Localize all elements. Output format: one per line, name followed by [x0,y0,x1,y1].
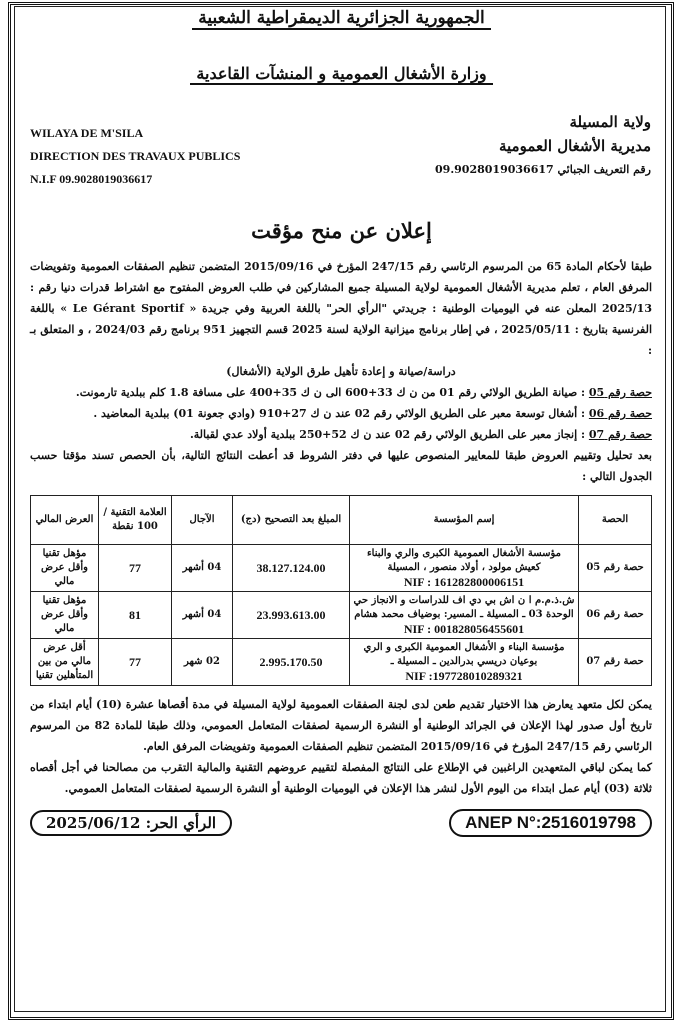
ministry-text: وزارة الأشغال العمومية و المنشآت القاعدية [190,64,492,85]
cell-score: 81 [99,592,172,639]
cell-offer: أقل عرض مالي من بين المتأهلين تقنيا [31,639,99,686]
company-name: مؤسسة الأشغال العمومية الكبرى والري والبناء كعيش مولود ، أولاد منصور ، المسيلة [366,548,562,573]
table-row [31,545,652,592]
cell-score: 77 [99,639,172,686]
company-name: ش.ذ.م.م ا ن اش بي دي اف للدراسات و الانجاز حي الوحدة 03 ـ المسيلة ـ المسير: بوضياف محمد هشام [353,595,575,620]
lot-05 [30,382,652,403]
table-row [31,639,652,686]
anep-number-badge: ANEP N°:2516019798 [449,809,652,837]
cell-lot: حصة رقم 06 [579,592,652,639]
col-lot: الحصة [579,496,652,545]
lot-text: : إنجاز معبر على الطريق الولائي رقم 02 عند ن ك 52+250 ببلدية أولاد عدي لقبالة. [189,428,589,441]
table-row [31,592,652,639]
company-nif: NIF :197728010289321 [405,669,523,683]
cell-lot: حصة رقم 05 [579,545,652,592]
intro-paragraph: طبقا لأحكام المادة 65 من المرسوم الرئاسي رقم 247/15 المؤرخ في 2015/09/16 المتضمن تنظيم الصفقات العمومية وتفويضات المرفق العام ، تعلم مديرية الأشغال العمومية لولاية المسيلة جميع المشاركين في طلب العروض المفتوح مع اشتراط قدرات دنيا رقم : 2025/13 المعلن عنه في اليوميات الوطنية : جريدتي "الرأي الحر" باللغة العربية وفي جريدة « Le Gérant Sportif » باللغة الفرنسية بتاريخ : 2025/05/11 ، في إطار برنامج ميزانية الولاية لسنة 2025 قسم التجهيز 951 برنامج رقم 2024/03 ، و المتعلق بـ : [30,260,653,357]
col-amount: المبلغ بعد التصحيح (دج) [233,496,350,545]
cell-score: 77 [99,545,172,592]
cell-company [350,545,579,592]
cell-offer: مؤهل تقنيا وأقل عرض مالي [31,592,99,639]
cell-delay: 02 شهر [172,639,233,686]
company-nif: NIF : 161282800006151 [403,575,525,589]
cell-company [350,592,579,639]
cell-offer: مؤهل تقنيا وأقل عرض مالي [31,545,99,592]
col-company: إسم المؤسسة [350,496,579,545]
project-subject: دراسة/صيانة و إعادة تأهيل طرق الولاية (الأشغال) [226,365,456,378]
cell-amount: 38.127.124.00 [233,545,350,592]
intro-section [30,256,652,487]
cell-amount: 23.993.613.00 [233,592,350,639]
ar-direction: مديرية الأشغال العمومية [498,137,651,155]
consultation-paragraph: كما يمكن لباقي المتعهدين الراغبين في الإطلاع على النتائج المفصلة لتقييم عروضهم التقنية والمالية التقرب من مصالحنا في أجل أقصاه ثلاثة (03) أيام عمل ابتداء من اليوم الأول لنشر هذا الإعلان في اليوميات الوطنية أو النشرة الرسمية لصفقات المتعامل العمومي. [30,761,652,795]
col-offer: العرض المالي [31,496,99,545]
lot-06 [30,403,652,424]
company-name: مؤسسة البناء و الأشغال العمومية الكبرى و الري بوعيان دريسي بدرالدين ـ المسيلة ـ [363,642,565,667]
newspaper-date-badge: الرأي الحر: 2025/06/12 [30,810,232,836]
lot-07 [30,424,652,445]
table-header-row [31,496,652,545]
ministry-heading [0,64,683,83]
lot-label: حصة رقم 05 [588,386,652,399]
ar-nif: رقم التعريف الجبائي 09.9028019036617 [435,163,651,176]
company-nif: NIF : 001828056455601 [403,622,525,636]
lot-text: : أشغال توسعة معبر على الطريق الولائي رقم 02 عند ن ك 27+910 (وادي جعونة 01) ببلدية المعاضيد . [93,407,589,420]
col-score: العلامة التقنية / 100 نقطة [99,496,172,545]
col-delay: الآجال [172,496,233,545]
footer [30,809,652,837]
republic-heading [0,8,683,28]
award-table [30,495,652,686]
closing-section [30,694,652,799]
lot-label: حصة رقم 06 [588,407,652,420]
cell-lot: حصة رقم 07 [579,639,652,686]
announcement-title: إعلان عن منح مؤقت [251,218,432,243]
cell-amount: 2.995.170.50 [233,639,350,686]
french-header [30,122,240,191]
cell-company [350,639,579,686]
fr-direction: DIRECTION DES TRAVAUX PUBLICS [30,149,241,163]
cell-delay: 04 أشهر [172,545,233,592]
appeal-paragraph: يمكن لكل متعهد يعارض هذا الاختيار تقديم طعن لدى لجنة الصفقات العمومية لولاية المسيلة في مدة أقصاها عشرة (10) أيام ابتداء من تاريخ أول صدور لهذا الإعلان في الجرائد الوطنية أو النشرة الرسمية لصفقات المتعامل العمومي، وذلك طبقا للمادة 82 من المرسوم الرئاسي رقم 247/15 المؤرخ في 2015/09/16 المتضمن تنظيم الصفقات العمومية وتفويضات المرفق العام. [30,698,652,753]
results-intro: بعد تحليل وتقييم العروض طبقا للمعايير المنصوص عليها في دفتر الشروط قد أعطت النتائج التالية، بأن الحصص تسند مؤقتا حسب الجدول التالي : [30,449,652,483]
content-flow [30,256,652,837]
arabic-header [435,110,651,182]
ar-wilaya: ولاية المسيلة [569,113,651,131]
fr-nif: N.I.F 09.9028019036617 [30,172,153,186]
lot-text: : صيانة الطريق الولائي رقم 01 من ن ك 33+600 الى ن ك 35+400 على مسافة 1.8 كلم ببلدية تارمونت. [75,386,589,399]
republic-text: الجمهورية الجزائرية الديمقراطية الشعبية [192,8,491,30]
lot-label: حصة رقم 07 [588,428,652,441]
cell-delay: 04 أشهر [172,592,233,639]
fr-wilaya: WILAYA DE M'SILA [30,126,144,140]
